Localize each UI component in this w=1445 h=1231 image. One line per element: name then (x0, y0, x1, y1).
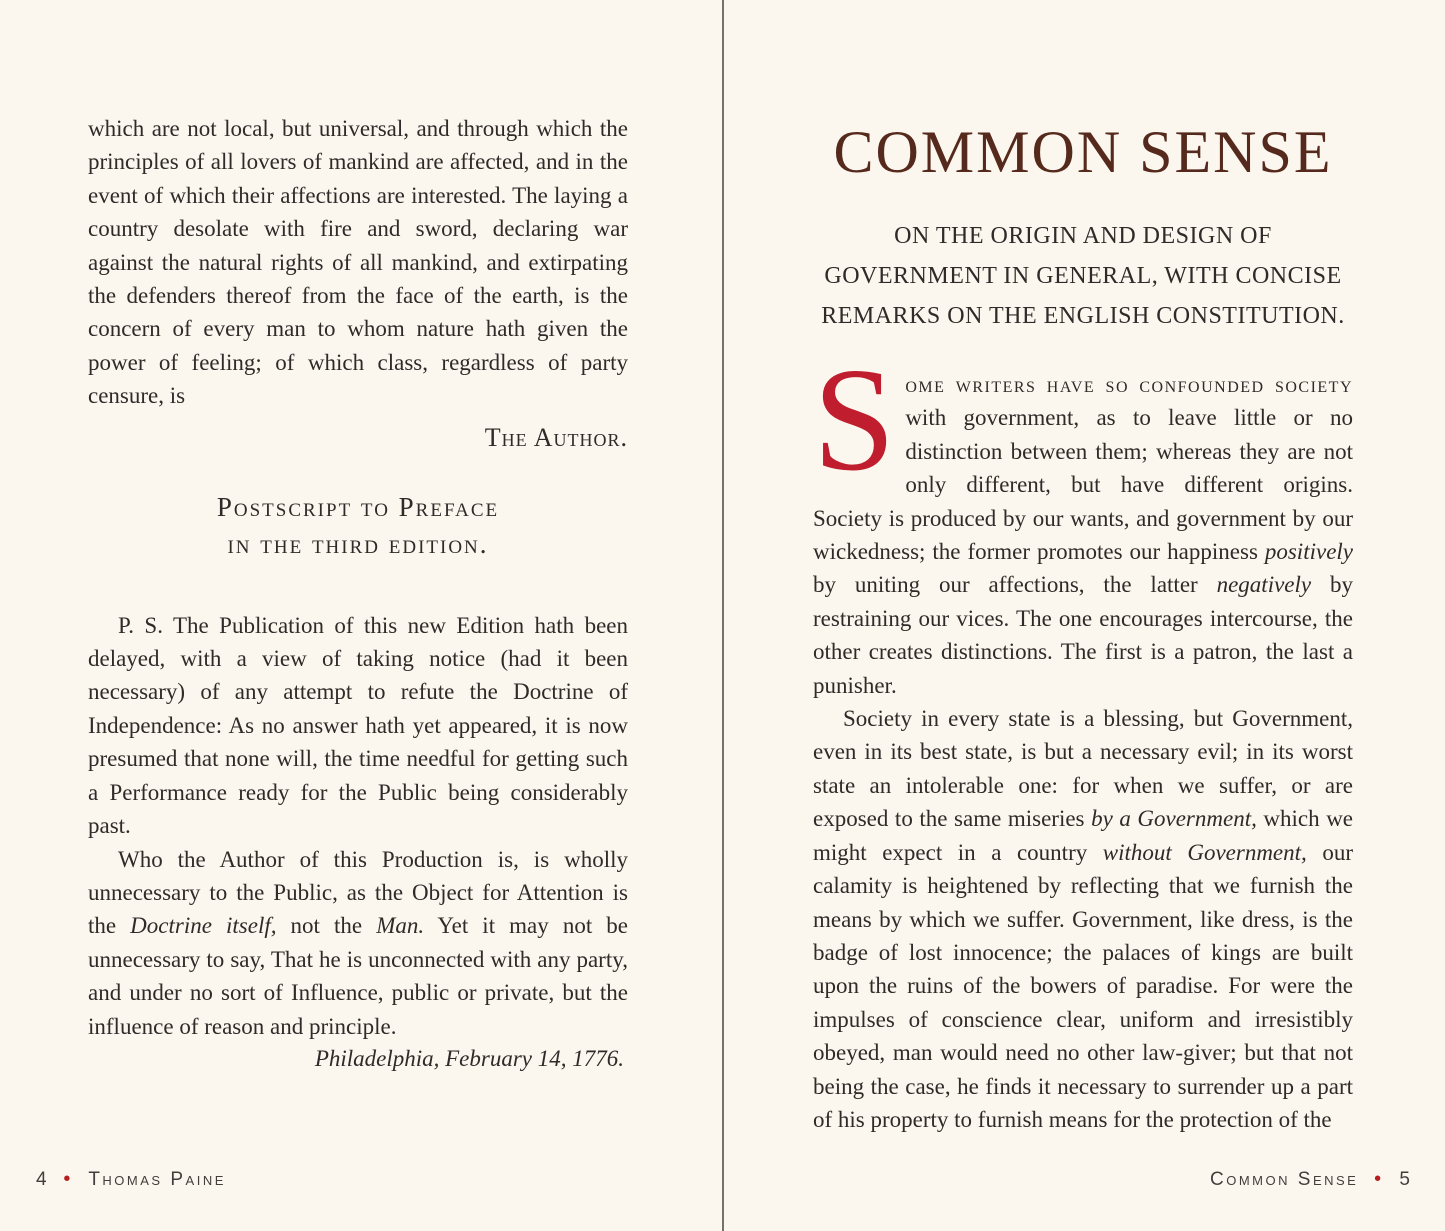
chapter-subtitle-line1: ON THE ORIGIN AND DESIGN OF (894, 223, 1272, 249)
opening-small-caps: ome writers have so confounded society (905, 372, 1353, 397)
postscript-heading (88, 489, 628, 563)
footer-book-title: Common Sense (1210, 1169, 1359, 1190)
footer-book-author: Thomas Paine (88, 1169, 226, 1190)
preface-continuation-paragraph: which are not local, but universal, and through which the principles of all lovers of mankind are affected, and in the event of which their affections are interested. The laying a country desolate with fire and sword, declaring war against the natural rights of all mankind, and extirpating the defenders thereof from the face of the earth, is the concern of every man to whom nature hath given the power of feeling; of which class, regardless of party censure, is (88, 116, 628, 409)
postscript-heading-line2: in the third edition. (227, 528, 489, 559)
drop-cap: S (813, 338, 896, 502)
chapter-title: COMMON SENSE (833, 119, 1333, 185)
postscript-paragraph: P. S. The Publication of this new Edition hath been delayed, with a view of taking notice (had it been necessary) of any attempt to refute the Doctrine of Independence: As no answer hath yet appeared, it is now presumed that none will, the time needful for getting such a Performance ready for the Public being considerably past. (88, 612, 628, 839)
chapter-subtitle (813, 216, 1353, 336)
author-anonymity-paragraph: Who the Author of this Production is, is wholly unnecessary to the Public, as the Object for Attention is the Doctrine itself, not the Man. Yet it may not be unnecessary to say, That he is unconnected with any party, and under no sort of Influence, public or private, but the influence of reason and principle. (88, 846, 628, 1039)
second-paragraph: Society in every state is a blessing, but Government, even in its best state, is but a necessary evil; in its worst state an intolerable one: for when we suffer, or are exposed to the same miseries by a Government, which we might expect in a country without Government, our calamity is heightened by reflecting that we furnish the means by which we suffer. Government, like dress, is the badge of lost innocence; the palaces of kings are built upon the ruins of the bowers of paradise. For were the impulses of conscience clear, uniform and irresistibly obeyed, man would need no other law-giver; but that not being the case, he finds it necessary to surrender up a part of his property to furnish means for the protection of the (813, 706, 1354, 1132)
footer-page-number: 4 (36, 1169, 48, 1190)
footer-page-number: 5 (1399, 1169, 1411, 1190)
chapter-subtitle-line3: REMARKS ON THE ENGLISH CONSTITUTION. (821, 303, 1345, 329)
footer-bullet-icon: • (63, 1168, 73, 1190)
dateline: Philadelphia, February 14, 1776. (314, 1045, 624, 1071)
opening-paragraph-text: with government, as to leave little or no distinction between them; whereas they are not only different, but have different origins. Society is produced by our wants, and government by our wickedness; the former promotes our happiness positively by uniting our affections, the latter negatively by restraining our vices. The one encourages intercourse, the other creates distinctions. The first is a patron, the last a punisher. (813, 405, 1354, 698)
postscript-heading-line1: Postscript to Preface (216, 491, 500, 522)
chapter-subtitle-line2: GOVERNMENT IN GENERAL, WITH CONCISE (824, 263, 1342, 289)
opening-paragraph (813, 338, 1354, 702)
right-page (813, 118, 1353, 1136)
left-footer (36, 1168, 226, 1191)
footer-bullet-icon: • (1374, 1168, 1384, 1190)
right-footer (1210, 1168, 1411, 1191)
chapter-body (813, 338, 1354, 1136)
left-page (88, 112, 628, 1072)
page-gutter-divider (722, 0, 724, 1231)
author-signature: The Author. (484, 422, 628, 452)
